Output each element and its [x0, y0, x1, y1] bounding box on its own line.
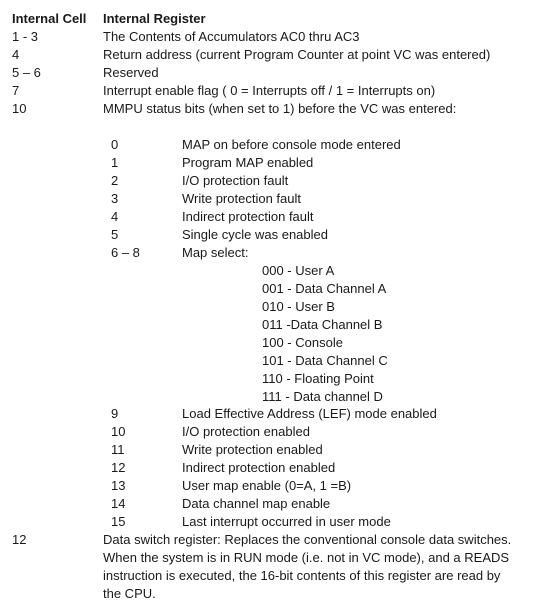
bit-number: 14: [111, 496, 126, 511]
bit-number: 2: [111, 173, 119, 188]
bit-number: 3: [111, 191, 119, 206]
bit-number: 9: [111, 406, 119, 421]
map-select-option: 000 - User A: [262, 263, 335, 278]
bit-number: 11: [111, 442, 125, 457]
bit-description: Program MAP enabled: [182, 155, 314, 170]
data-switch-line: When the system is in RUN mode (i.e. not in VC mode), and a READS: [103, 550, 510, 565]
bit-number: 0: [111, 137, 119, 152]
bit-description: Indirect protection enabled: [182, 460, 336, 475]
map-select-option: 100 - Console: [262, 335, 343, 350]
bit-number: 4: [111, 209, 119, 224]
row-desc: Return address (current Program Counter at point VC was entered): [103, 47, 491, 62]
bit-description: MAP on before console mode entered: [182, 137, 401, 152]
bit-number: 15: [111, 514, 126, 529]
row-desc: Interrupt enable flag ( 0 = Interrupts off / 1 = Interrupts on): [103, 83, 436, 98]
row-cell: 12: [12, 532, 27, 547]
row-cell: 4: [12, 47, 20, 62]
bit-description: User map enable (0=A, 1 =B): [182, 478, 352, 493]
bit-description: Single cycle was enabled: [182, 227, 328, 242]
row-cell: 1 - 3: [12, 29, 39, 44]
data-switch-line: instruction is executed, the 16-bit contents of this register are read by: [103, 568, 501, 583]
map-select-option: 111 - Data channel D: [262, 389, 383, 404]
bit-number: 10: [111, 424, 126, 439]
bit-description: I/O protection fault: [182, 173, 289, 188]
row-cell: 10: [12, 101, 27, 116]
row-cell: 7: [12, 83, 20, 98]
bit-description: Write protection fault: [182, 191, 301, 206]
bit-description: I/O protection enabled: [182, 424, 310, 439]
bit-description: Data channel map enable: [182, 496, 331, 511]
map-select-option: 101 - Data Channel C: [262, 353, 388, 368]
map-select-option: 010 - User B: [262, 299, 335, 314]
bit-description: Load Effective Address (LEF) mode enabled: [182, 406, 437, 421]
bit-number: 13: [111, 478, 126, 493]
map-select-option: 011 -Data Channel B: [262, 317, 383, 332]
bit-description: Write protection enabled: [182, 442, 323, 457]
row-cell: 5 – 6: [12, 65, 41, 80]
header-internal-cell: Internal Cell: [12, 11, 87, 26]
bit-number: 5: [111, 227, 119, 242]
bit-number: 1: [111, 155, 119, 170]
row-desc: Reserved: [103, 65, 159, 80]
map-select-option: 110 - Floating Point: [262, 371, 374, 386]
bit-description: Indirect protection fault: [182, 209, 314, 224]
row-desc: MMPU status bits (when set to 1) before the VC was entered:: [103, 101, 457, 116]
map-select-option: 001 - Data Channel A: [262, 281, 387, 296]
bit-number: 6 – 8: [111, 245, 140, 260]
bit-description: Last interrupt occurred in user mode: [182, 514, 391, 529]
data-switch-line: Data switch register: Replaces the conventional console data switches.: [103, 532, 512, 547]
bit-number: 12: [111, 460, 126, 475]
bit-description: Map select:: [182, 245, 249, 260]
header-internal-register: Internal Register: [103, 11, 206, 26]
data-switch-line: the CPU.: [103, 586, 156, 601]
row-desc: The Contents of Accumulators AC0 thru AC3: [103, 29, 360, 44]
